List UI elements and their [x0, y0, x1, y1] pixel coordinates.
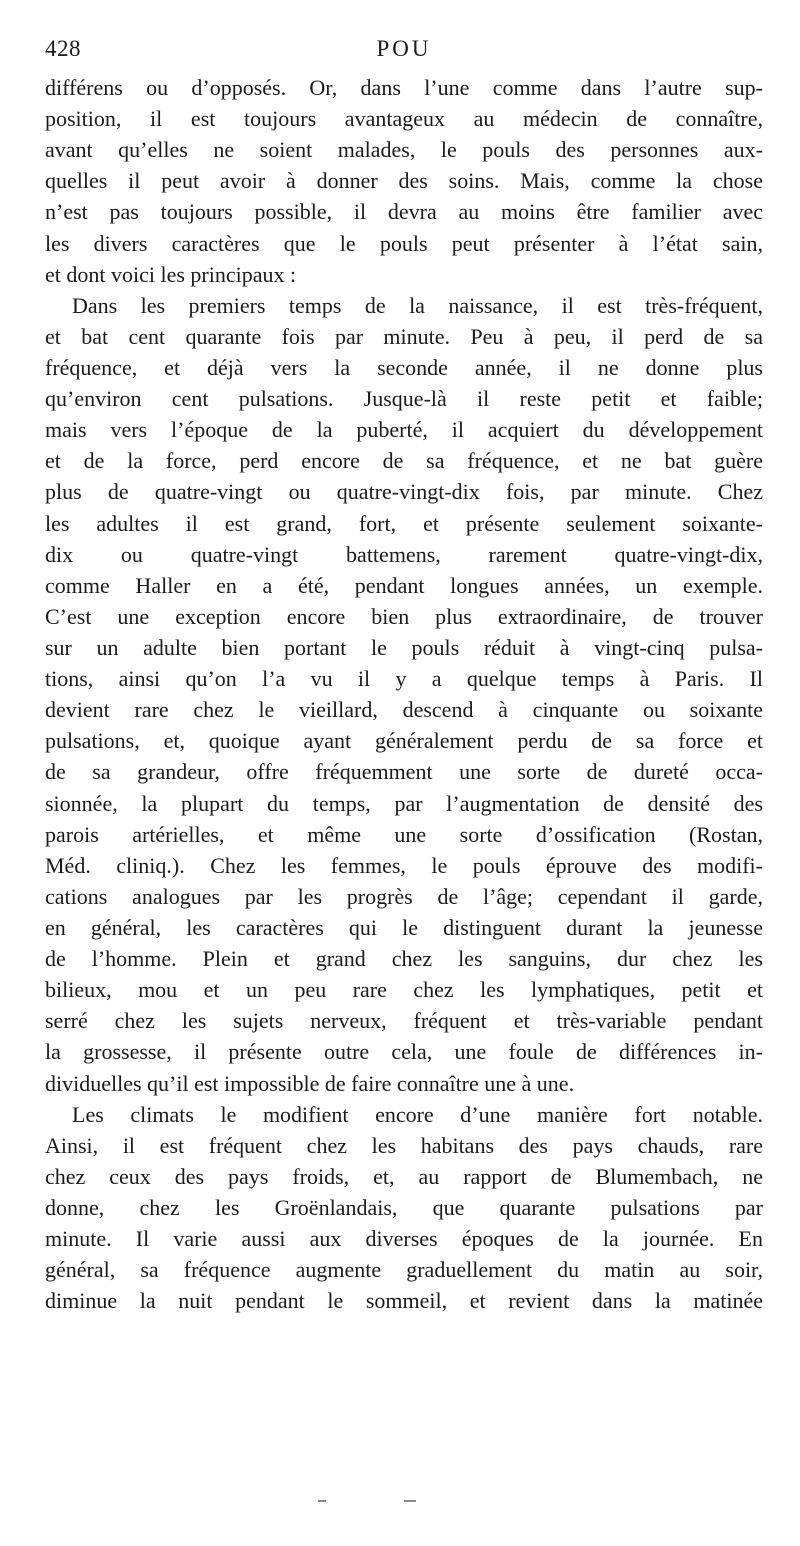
text-line: serré chez les sujets nerveux, fréquent et très-variable pendant	[45, 1008, 763, 1034]
text-line: parois artérielles, et même une sorte d’ossification (Rostan,	[45, 821, 763, 847]
text-line: n’est pas toujours possible, il devra au moins être familier avec	[45, 199, 763, 225]
text-line: cations analogues par les progrès de l’âge; cependant il garde,	[45, 883, 763, 909]
text-line: avant qu’elles ne soient malades, le pouls des personnes aux-	[45, 137, 763, 163]
text-line: qu’environ cent pulsations. Jusque-là il reste petit et faible;	[45, 386, 763, 412]
text-line: fréquence, et déjà vers la seconde année, il ne donne plus	[45, 354, 763, 380]
text-line: Dans les premiers temps de la naissance, il est très-fréquent,	[72, 292, 763, 318]
paragraph	[45, 290, 763, 1099]
text-line: quelles il peut avoir à donner des soins. Mais, comme la chose	[45, 168, 763, 194]
text-line: Méd. cliniq.). Chez les femmes, le pouls éprouve des modifi-	[45, 852, 763, 878]
text-line: Ainsi, il est fréquent chez les habitans des pays chauds, rare	[45, 1132, 763, 1158]
text-line: plus de quatre-vingt ou quatre-vingt-dix fois, par minute. Chez	[45, 479, 763, 505]
text-line: bilieux, mou et un peu rare chez les lymphatiques, petit et	[45, 977, 763, 1003]
text-line: diminue la nuit pendant le sommeil, et revient dans la matinée	[45, 1288, 763, 1314]
text-line: sionnée, la plupart du temps, par l’augmentation de densité des	[45, 790, 763, 816]
paragraph	[45, 1099, 763, 1317]
text-line: chez ceux des pays froids, et, au rapport de Blumembach, ne	[45, 1163, 763, 1189]
paragraph	[45, 72, 763, 290]
text-line: minute. Il varie aussi aux diverses époques de la journée. En	[45, 1226, 763, 1252]
text-line: comme Haller en a été, pendant longues années, un exemple.	[45, 572, 763, 598]
text-line: et de la force, perd encore de sa fréquence, et ne bat guère	[45, 448, 763, 474]
text-line: Les climats le modifient encore d’une manière fort notable.	[72, 1101, 763, 1127]
text-line: position, il est toujours avantageux au médecin de connaître,	[45, 106, 763, 132]
body-text	[45, 72, 763, 1316]
text-line: devient rare chez le vieillard, descend à cinquante ou soixante	[45, 697, 763, 723]
text-line: général, sa fréquence augmente graduellement du matin au soir,	[45, 1257, 763, 1283]
text-line: pulsations, et, quoique ayant généralement perdu de sa force et	[45, 728, 763, 754]
running-head-title: POU	[376, 36, 432, 61]
text-line: dividuelles qu’il est impossible de faire connaître une à une.	[45, 1070, 575, 1096]
text-line: de sa grandeur, offre fréquemment une sorte de dureté occa-	[45, 759, 763, 785]
print-mark	[404, 1500, 416, 1502]
text-line: en général, les caractères qui le distinguent durant la jeunesse	[45, 914, 763, 940]
text-line: donne, chez les Groënlandais, que quarante pulsations par	[45, 1194, 763, 1220]
text-line: et dont voici les principaux :	[45, 261, 297, 287]
text-line: les divers caractères que le pouls peut présenter à l’état sain,	[45, 230, 763, 256]
text-line: tions, ainsi qu’on l’a vu il y a quelque temps à Paris. Il	[45, 666, 763, 692]
print-mark	[318, 1500, 326, 1502]
running-head	[45, 32, 763, 66]
text-line: dix ou quatre-vingt battemens, rarement quatre-vingt-dix,	[45, 541, 763, 567]
text-line: mais vers l’époque de la puberté, il acquiert du développement	[45, 417, 763, 443]
text-line: différens ou d’opposés. Or, dans l’une comme dans l’autre sup-	[45, 75, 763, 100]
text-line: de l’homme. Plein et grand chez les sanguins, dur chez les	[45, 946, 763, 972]
text-line: et bat cent quarante fois par minute. Peu à peu, il perd de sa	[45, 323, 763, 349]
text-line: la grossesse, il présente outre cela, une foule de différences in-	[45, 1039, 763, 1065]
page-number: 428	[45, 36, 81, 61]
text-line: sur un adulte bien portant le pouls réduit à vingt-cinq pulsa-	[45, 634, 763, 660]
text-line: C’est une exception encore bien plus extraordinaire, de trouver	[45, 603, 763, 629]
text-line: les adultes il est grand, fort, et présente seulement soixante-	[45, 510, 763, 536]
